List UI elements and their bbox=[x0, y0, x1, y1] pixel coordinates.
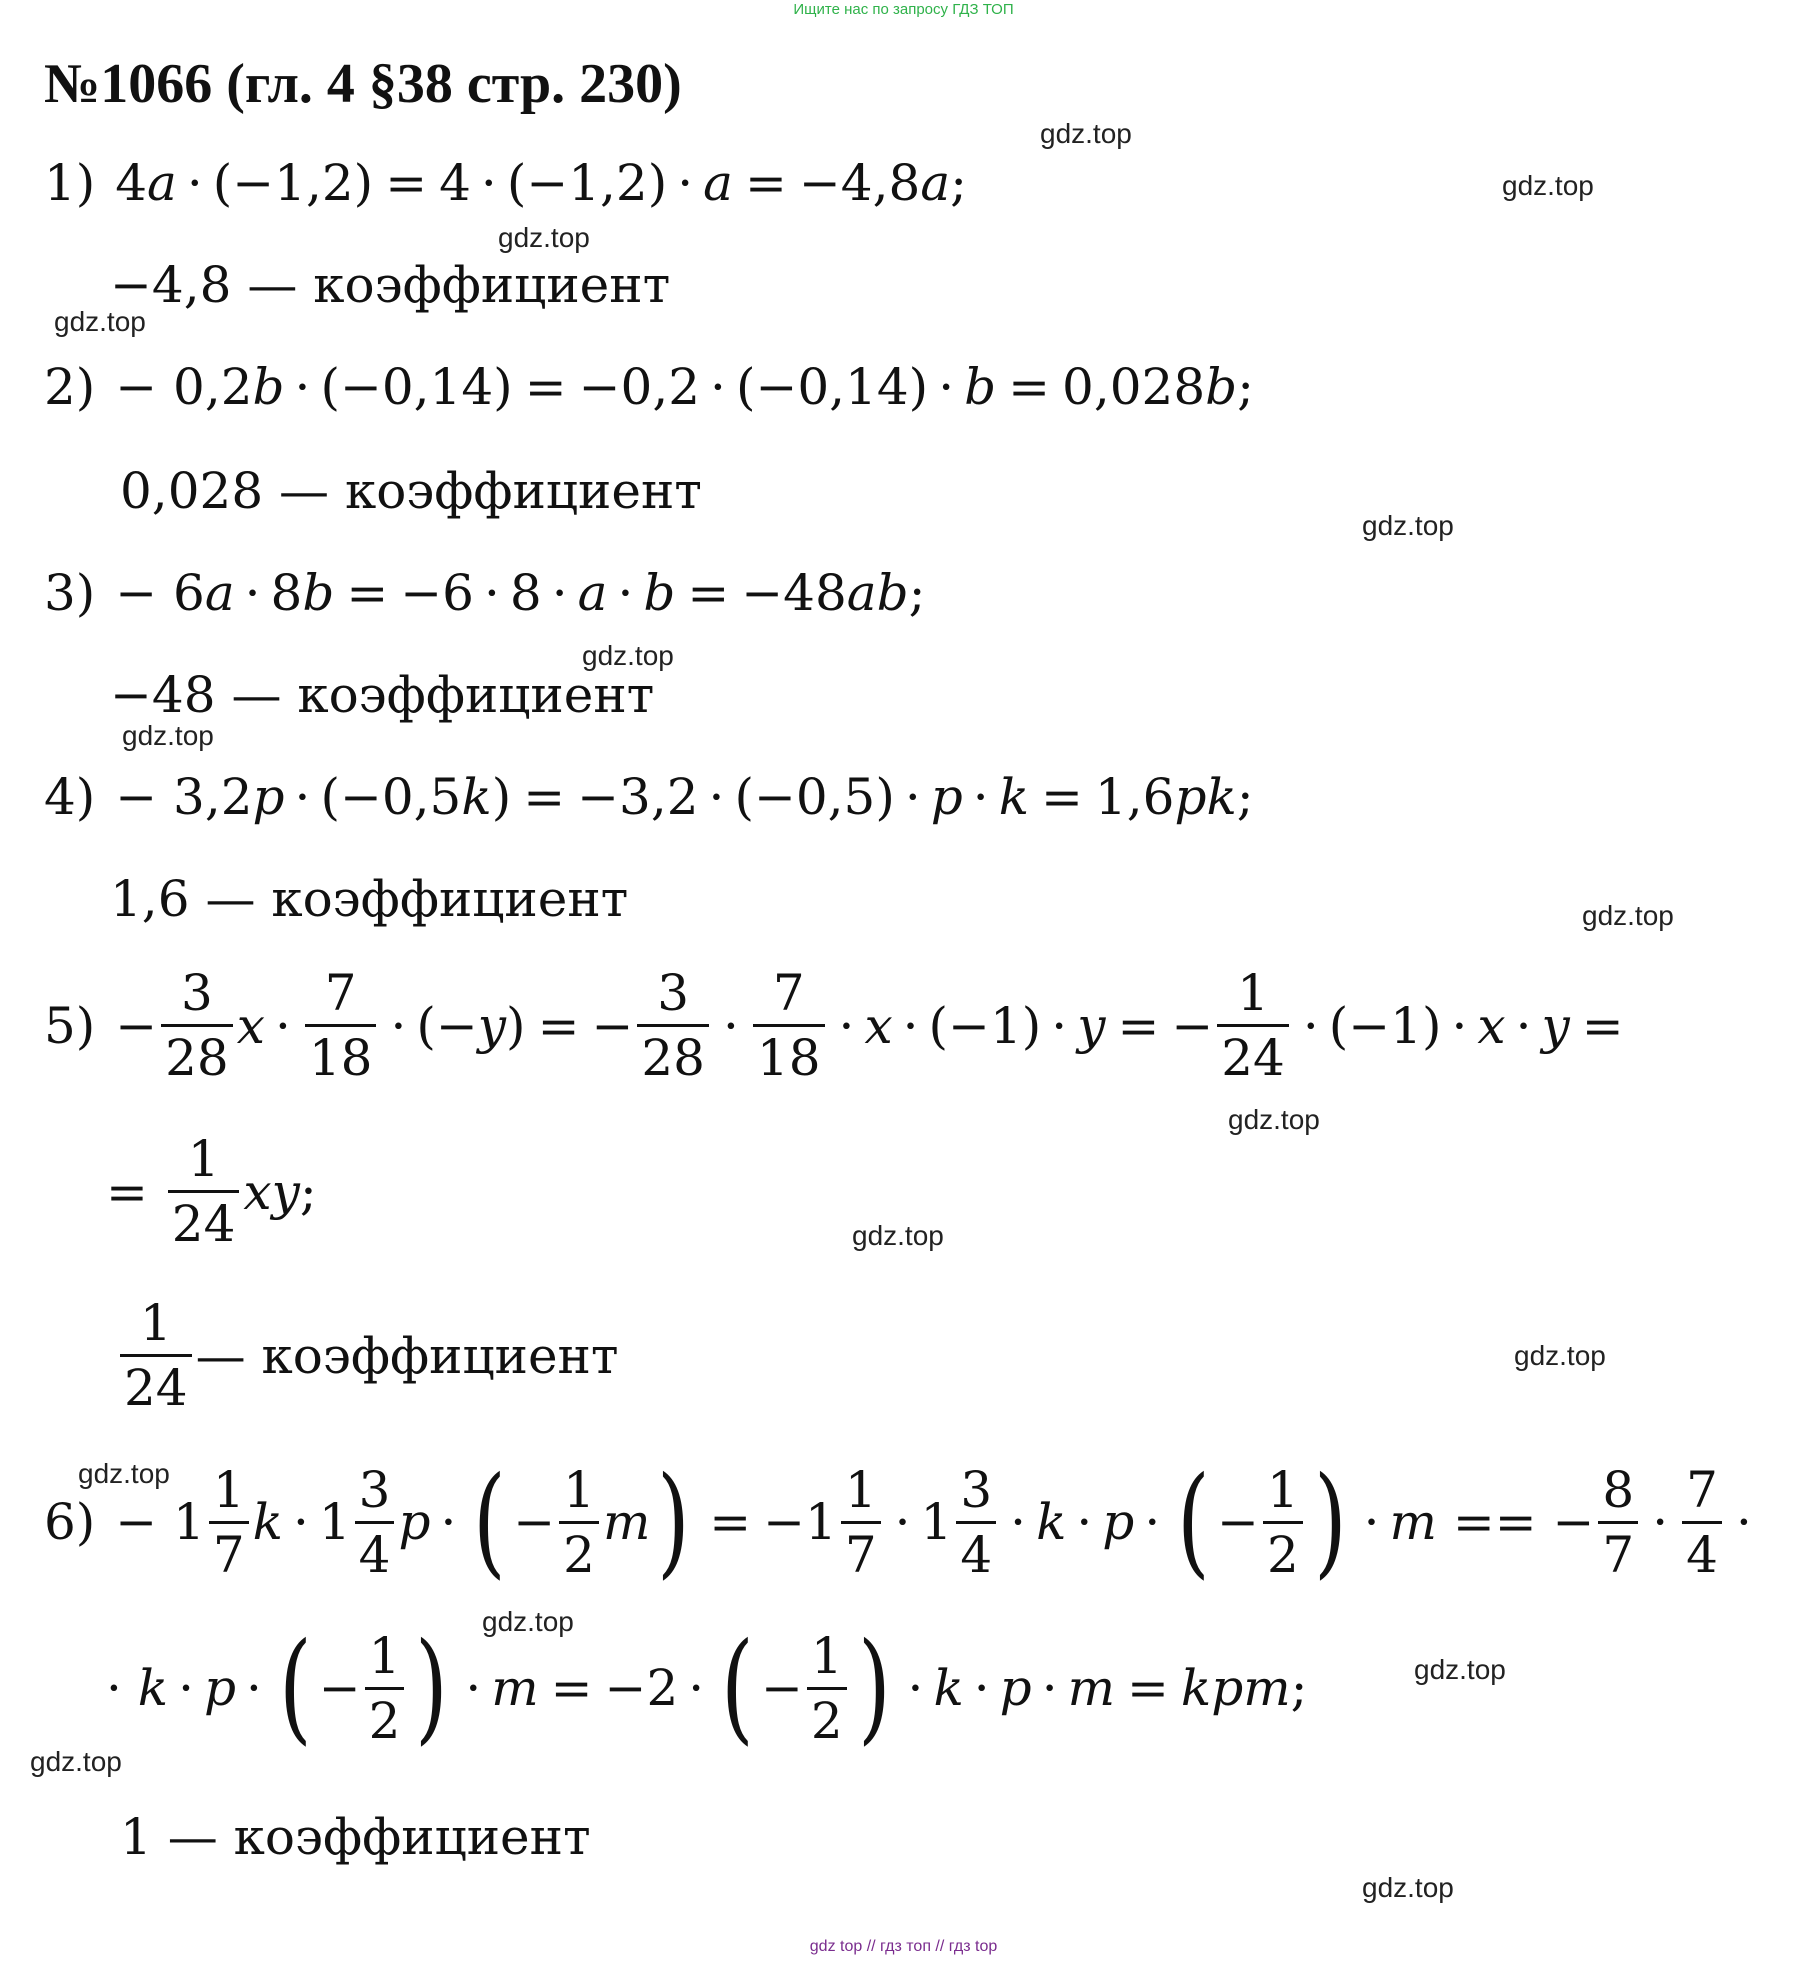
problem-6-expression: − 1 $\frac{1}{7}$ k · 1 $\frac{3}{4}$ p · ( − $\frac{1}{2}$ m ) = −1 $\frac{1}{7}$ · 1 $\frac{3}{4}$ · k · p · ( − $\frac{1}{2}$ ) · m == − $\frac{8}{7}$ · $\frac{7}{4}$ · bbox=[99, 1452, 1752, 1591]
coefficient-word: — коэффициент bbox=[167, 1808, 591, 1866]
watermark: gdz.top bbox=[582, 640, 674, 671]
watermark: gdz.top bbox=[30, 1746, 122, 1777]
problem-6-expression-cont: · k · p · ( − $\frac{1}{2}$ ) · m = −2 · ( − $\frac{1}{2}$ ) · k · p · m = kpm ; bbox=[106, 1618, 1308, 1757]
problem-1-coefficient-line bbox=[110, 256, 671, 314]
problem-6-line bbox=[44, 1452, 1762, 1591]
problem-4-coefficient: 1,6 bbox=[110, 870, 190, 928]
problem-5-line bbox=[44, 964, 1636, 1087]
problem-2-coefficient-line bbox=[120, 462, 702, 520]
fraction: $\frac{3}{4}$ bbox=[956, 1465, 996, 1580]
problem-3-expression: − 6a · 8b = −6 · 8 · a · b = −48ab; bbox=[99, 564, 926, 622]
coefficient-word: — коэффициент bbox=[195, 1326, 619, 1385]
problem-2-expression: − 0,2b · (−0,14) = −0,2 · (−0,14) · b = 0,028b; bbox=[99, 358, 1255, 416]
watermark: gdz.top bbox=[1228, 1104, 1320, 1135]
watermark: gdz.top bbox=[78, 1458, 170, 1489]
problem-1-label: 1) bbox=[44, 154, 96, 212]
fraction: $\frac{1}{2}$ bbox=[807, 1631, 847, 1746]
coefficient-word: — коэффициент bbox=[205, 870, 629, 928]
fraction: $\frac{1}{2}$ bbox=[559, 1465, 599, 1580]
problem-6-label: 6) bbox=[44, 1493, 96, 1551]
fraction: $\frac{3}{28}$ bbox=[161, 968, 233, 1083]
problem-3-line bbox=[44, 564, 926, 622]
fraction: $\frac{1}{24}$ bbox=[1217, 968, 1289, 1083]
fraction: $\frac{1}{7}$ bbox=[841, 1465, 881, 1580]
watermark: gdz.top bbox=[122, 720, 214, 751]
page-title: №1066 (гл. 4 §38 стр. 230) bbox=[44, 53, 682, 115]
problem-5-expression: − $\frac{3}{28}$ x · $\frac{7}{18}$ · (− y ) = − $\frac{3}{28}$ · $\frac{7}{18}$ · x · (−1) · y = − $\frac{1}{24}$ · (−1) · x · y = bbox=[99, 964, 1624, 1087]
watermark: gdz.top bbox=[1414, 1654, 1506, 1685]
problem-5-coefficient-line bbox=[116, 1294, 619, 1417]
problem-5-label: 5) bbox=[44, 996, 96, 1055]
fraction: $\frac{1}{2}$ bbox=[1263, 1465, 1303, 1580]
problem-6-coefficient: 1 bbox=[120, 1808, 152, 1866]
problem-2-line bbox=[44, 358, 1255, 416]
watermark: gdz.top bbox=[1362, 510, 1454, 541]
problem-4-label: 4) bbox=[44, 768, 96, 826]
footer-links[interactable]: gdz top // гдз топ // гдз top bbox=[809, 1938, 998, 1955]
problem-1-coefficient: −4,8 bbox=[110, 256, 232, 314]
problem-2-label: 2) bbox=[44, 358, 96, 416]
problem-5-coefficient: $\frac{1}{24}$ bbox=[120, 1298, 192, 1413]
problem-4-line bbox=[44, 768, 1254, 826]
watermark: gdz.top bbox=[1040, 118, 1132, 149]
coefficient-word: — коэффициент bbox=[231, 666, 655, 724]
problem-4-coefficient-line bbox=[110, 870, 629, 928]
problem-5-expression-cont: = $\frac{1}{24}$ xy ; bbox=[106, 1130, 317, 1253]
problem-3-coefficient: −48 bbox=[110, 666, 216, 724]
problem-4-expression: − 3,2p · (−0,5k) = −3,2 · (−0,5) · p · k = 1,6pk; bbox=[99, 768, 1254, 826]
watermark: gdz.top bbox=[54, 306, 146, 337]
problem-1-line bbox=[44, 154, 967, 212]
fraction: $\frac{7}{18}$ bbox=[305, 968, 377, 1083]
problem-1-expression: 4a · (−1,2) = 4 · (−1,2) · a = −4,8a; bbox=[99, 154, 967, 212]
fraction: $\frac{1}{7}$ bbox=[209, 1465, 249, 1580]
watermark: gdz.top bbox=[1502, 170, 1594, 201]
watermark: gdz.top bbox=[1582, 900, 1674, 931]
search-banner[interactable]: Ищите нас по запросу ГДЗ ТОП bbox=[793, 1, 1014, 18]
fraction: $\frac{1}{24}$ bbox=[168, 1134, 240, 1249]
fraction: $\frac{8}{7}$ bbox=[1598, 1465, 1638, 1580]
fraction: $\frac{3}{4}$ bbox=[355, 1465, 395, 1580]
watermark: gdz.top bbox=[1362, 1872, 1454, 1903]
coefficient-word: — коэффициент bbox=[279, 462, 702, 520]
problem-5-line-cont bbox=[106, 1130, 317, 1253]
fraction: $\frac{7}{4}$ bbox=[1682, 1465, 1722, 1580]
problem-2-coefficient: 0,028 bbox=[120, 462, 264, 520]
problem-6-coefficient-line bbox=[120, 1808, 591, 1866]
watermark: gdz.top bbox=[498, 222, 590, 253]
coefficient-word: — коэффициент bbox=[247, 256, 671, 314]
watermark: gdz.top bbox=[852, 1220, 944, 1251]
watermark: gdz.top bbox=[482, 1606, 574, 1637]
problem-3-label: 3) bbox=[44, 564, 96, 622]
fraction: $\frac{1}{2}$ bbox=[365, 1631, 405, 1746]
problem-3-coefficient-line bbox=[110, 666, 655, 724]
fraction: $\frac{7}{18}$ bbox=[753, 968, 825, 1083]
watermark: gdz.top bbox=[1514, 1340, 1606, 1371]
fraction: $\frac{3}{28}$ bbox=[637, 968, 709, 1083]
